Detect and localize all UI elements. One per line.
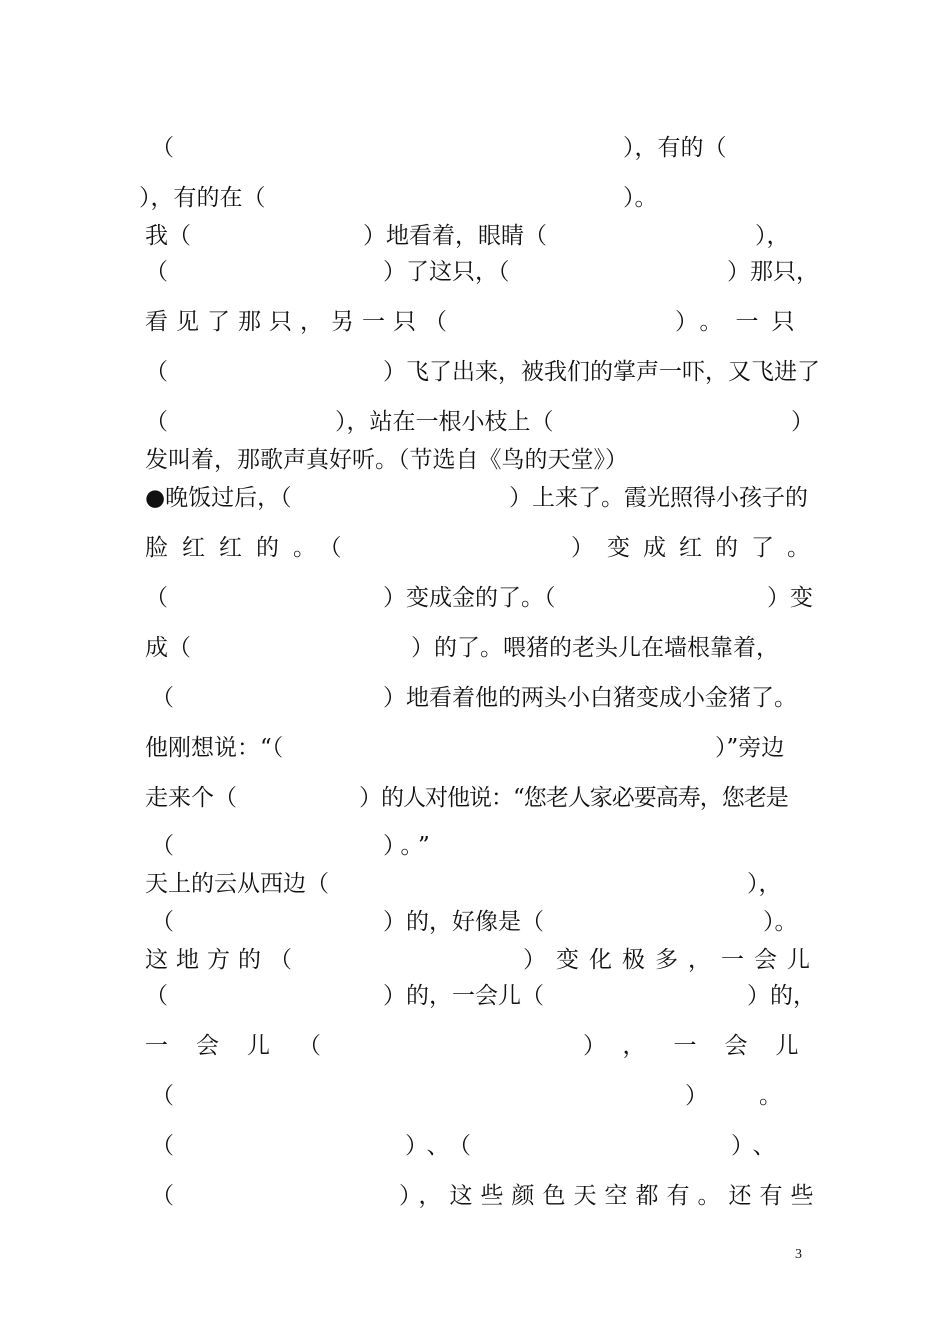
text-line (145, 632, 810, 664)
page-number: 3 (795, 1247, 802, 1262)
text-line (145, 732, 810, 764)
text-line (145, 482, 810, 514)
text-line (145, 306, 810, 338)
text-segment: ）。一只 (675, 309, 808, 335)
text-segment: 这地方的（ (145, 947, 300, 973)
text-segment: ）地看着他的两头小白猪变成小金猪了。 (383, 685, 797, 711)
text-line (145, 830, 810, 862)
text-segment: ）了这只，（ (383, 259, 510, 285)
text-line (145, 1080, 810, 1112)
text-line (145, 1030, 827, 1062)
text-segment: 发叫着，那歌声真好听。（节选自《鸟的天堂》） (145, 447, 628, 473)
text-segment: 天上的云从西边（ (145, 871, 329, 897)
text-segment: ）的，好像是（ (383, 909, 544, 935)
text-segment: ）。” (383, 833, 436, 859)
text-segment: ），站在一根小枝上（ (335, 409, 554, 435)
text-line (145, 782, 810, 814)
text-segment: （ (151, 685, 174, 711)
text-segment: ）变成红的了。 (571, 535, 823, 561)
text-line (145, 906, 810, 938)
text-segment: 脸红红的。（ (145, 535, 356, 561)
text-segment: ），有的在（ (139, 185, 266, 211)
text-line (145, 682, 810, 714)
text-line (145, 868, 810, 900)
text-segment: （ (145, 259, 168, 285)
text-line (145, 256, 819, 288)
text-line (145, 1130, 810, 1162)
text-segment: ）变化极多，一会儿 (523, 947, 820, 973)
text-segment: （ (151, 1133, 174, 1159)
text-segment: （ (151, 833, 174, 859)
text-line (145, 1180, 822, 1212)
text-line (145, 944, 820, 976)
text-segment: ）、 (731, 1133, 786, 1159)
text-segment: ）， (755, 223, 790, 249)
text-segment: ）、（ (405, 1133, 481, 1159)
text-segment: ）上来了。霞光照得小孩子的 (509, 485, 808, 511)
text-segment: （ (151, 1083, 174, 1109)
text-segment: 看见了那只，另一只（ (145, 309, 455, 335)
text-segment: ）的了。喂猪的老头儿在墙根靠着， (411, 635, 779, 661)
text-segment: ） (791, 409, 814, 435)
text-segment: （ (145, 409, 168, 435)
text-segment: 他刚想说：“（ (145, 735, 284, 761)
text-line (145, 356, 820, 388)
text-segment: （ (151, 135, 174, 161)
text-segment: 。 (759, 1083, 782, 1109)
text-segment: （ (145, 359, 168, 385)
text-segment: ） (685, 1083, 708, 1109)
text-segment: ）变成金的了。（ (383, 585, 556, 611)
text-segment: ）那只， (727, 259, 819, 285)
text-segment: ）”旁边 (715, 735, 785, 761)
text-segment: ●晚饭过后，（ (145, 485, 292, 511)
text-segment: ）的，一会儿（ (383, 983, 544, 1009)
text-segment: 成（ (145, 635, 191, 661)
text-segment: ）地看着，眼睛（ (363, 223, 547, 249)
text-segment: ）。 (623, 185, 658, 211)
text-segment: ）的， (747, 983, 816, 1009)
text-segment: （ (151, 1183, 174, 1209)
text-segment: ）的人对他说：“您老人家必要高寿，您老是 (359, 785, 788, 811)
text-line (145, 582, 813, 614)
text-segment: ）。 (763, 909, 798, 935)
text-line (145, 406, 814, 438)
text-segment: ）变 (767, 585, 813, 611)
text-segment: ）飞了出来，被我们的掌声一吓，又飞进了 (383, 359, 820, 385)
text-segment: ），一会儿 (583, 1033, 827, 1059)
text-segment: ），有的（ (623, 135, 727, 161)
text-segment: 走来个（ (145, 785, 237, 811)
text-segment: 我（ (145, 223, 191, 249)
text-segment: （ (145, 585, 168, 611)
text-line (145, 444, 810, 476)
text-segment: ），这些颜色天空都有。还有些 (399, 1183, 822, 1209)
text-line (145, 132, 810, 164)
text-segment: ）， (747, 871, 782, 897)
text-line (145, 532, 823, 564)
text-segment: （ (145, 983, 168, 1009)
text-segment: 一会儿（ (145, 1033, 349, 1059)
text-line (139, 182, 810, 214)
text-segment: （ (151, 909, 174, 935)
text-line (145, 980, 816, 1012)
text-line (145, 220, 810, 252)
